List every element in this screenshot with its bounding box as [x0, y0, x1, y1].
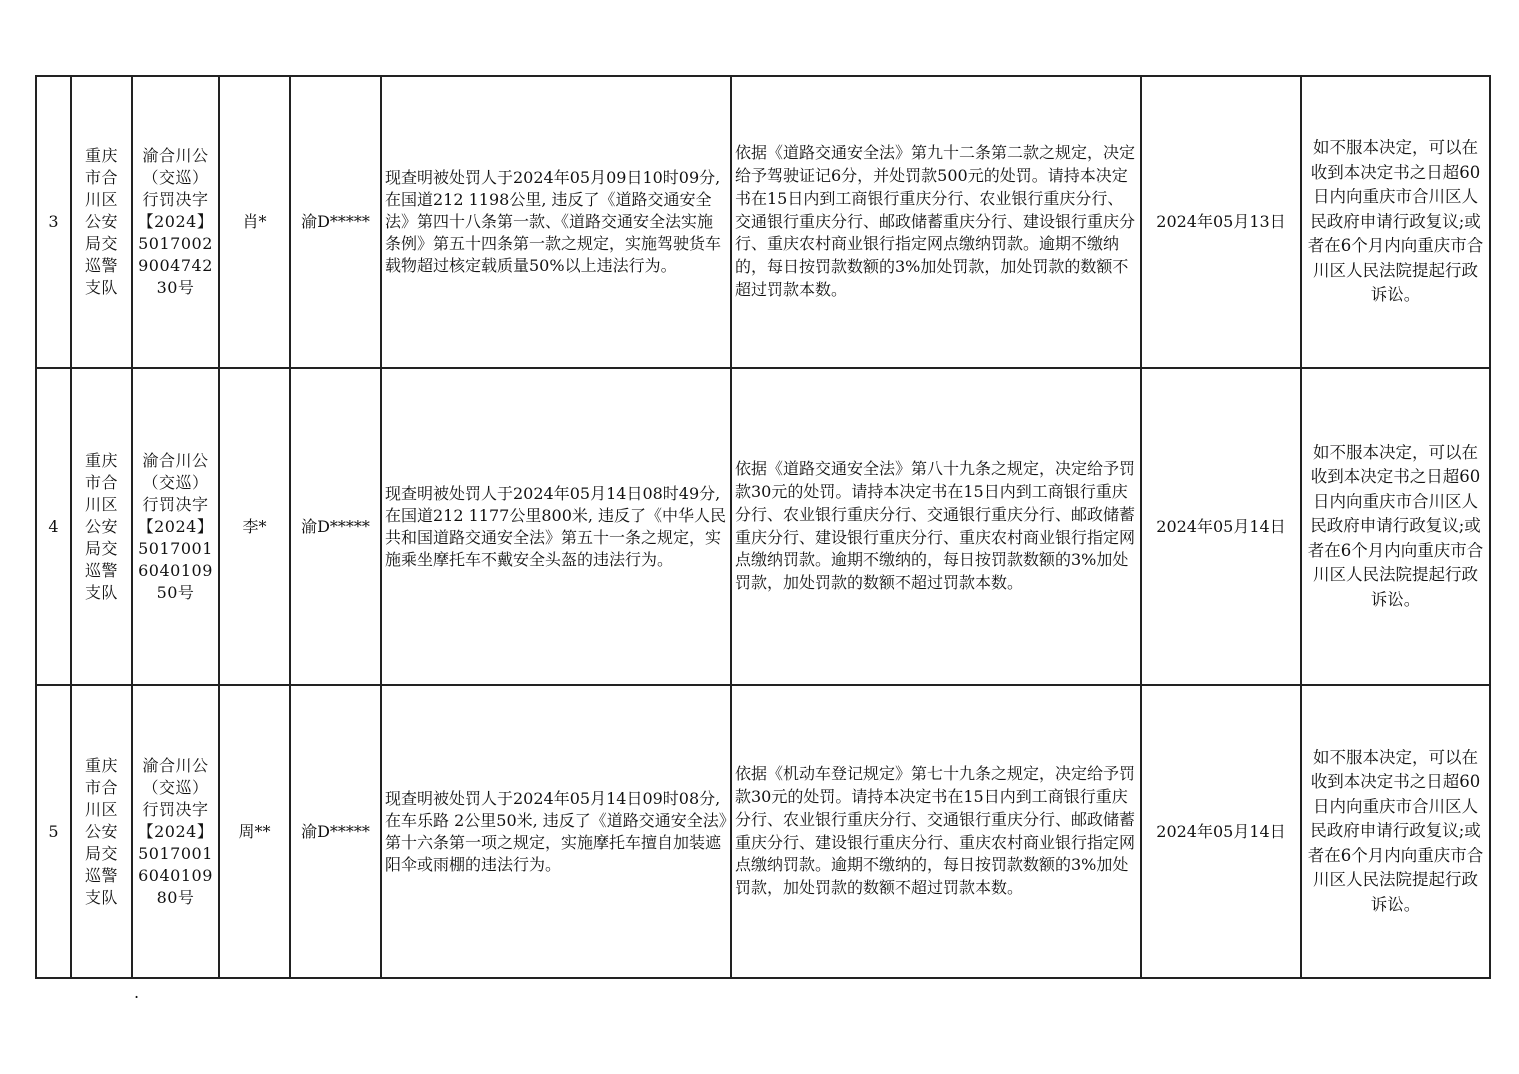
table-row — [36, 76, 1490, 368]
legal-remedy-cell — [1301, 685, 1490, 978]
legal-remedy: 如不服本决定，可以在收到本决定书之日超60日内向重庆市合川区人民政府申请行政复议;或者在6个月内向重庆市合川区人民法院提起行政诉讼。 — [1307, 442, 1484, 609]
license-plate: 渝D***** — [290, 76, 381, 368]
violation-facts: 现查明被处罚人于2024年05月14日08时49分, 在国道212 1177公里800米, 违反了《中华人民共和国道路交通安全法》第五十一条之规定，实施乘坐摩托车不戴安全头盔的违法行为。 — [385, 483, 727, 569]
decision-number: 渝合川公（交巡）行罚决字【2024】5017001604010950号 — [137, 450, 214, 602]
penalty-basis: 依据《道路交通安全法》第八十九条之规定，决定给予罚款30元的处罚。请持本决定书在15日内到工商银行重庆分行、农业银行重庆分行、交通银行重庆分行、邮政储蓄重庆分行、建设银行重庆分行、重庆农村商业银行指定网点缴纳罚款。逾期不缴纳的，每日按罚款数额的3%加处罚款，加处罚款的数额不超过罚款本数。 — [735, 459, 1136, 593]
penalty-basis-cell — [731, 685, 1141, 978]
issuing-authority: 重庆市合川区公安局交巡警支队 — [84, 146, 118, 297]
row-index: 3 — [36, 76, 71, 368]
decision-date: 2024年05月13日 — [1141, 76, 1301, 368]
decision-number: 渝合川公（交巡）行罚决字【2024】5017002900474230号 — [137, 146, 214, 297]
legal-remedy-cell — [1301, 76, 1490, 368]
penalty-basis: 依据《机动车登记规定》第七十九条之规定，决定给予罚款30元的处罚。请持本决定书在15日内到工商银行重庆分行、农业银行重庆分行、交通银行重庆分行、邮政储蓄重庆分行、建设银行重庆分行、重庆农村商业银行指定网点缴纳罚款。逾期不缴纳的，每日按罚款数额的3%加处罚款，加处罚款的数额不超过罚款本数。 — [735, 764, 1136, 898]
decision-number-cell — [132, 368, 219, 685]
issuing-authority-cell — [71, 685, 132, 978]
table-row — [36, 685, 1490, 978]
legal-remedy: 如不服本决定，可以在收到本决定书之日超60日内向重庆市合川区人民政府申请行政复议;或者在6个月内向重庆市合川区人民法院提起行政诉讼。 — [1307, 747, 1484, 914]
violation-facts-cell — [381, 76, 731, 368]
violation-facts-cell — [381, 685, 731, 978]
row-index: 4 — [36, 368, 71, 685]
table-row — [36, 368, 1490, 685]
license-plate: 渝D***** — [290, 368, 381, 685]
license-plate: 渝D***** — [290, 685, 381, 978]
penalty-basis: 依据《道路交通安全法》第九十二条第二款之规定，决定给予驾驶证记6分，并处罚款500元的处罚。请持本决定书在15日内到工商银行重庆分行、农业银行重庆分行、交通银行重庆分行、邮政储蓄重庆分行、建设银行重庆分行、重庆农村商业银行指定网点缴纳罚款。逾期不缴纳的，每日按罚款数额的3%加处罚款，加处罚款的数额不超过罚款本数。 — [735, 143, 1136, 299]
issuing-authority: 重庆市合川区公安局交巡警支队 — [84, 450, 118, 602]
violation-facts: 现查明被处罚人于2024年05月09日10时09分, 在国道212 1198公里, 违反了《道路交通安全法》第四十八条第一款、《道路交通安全法实施条例》第五十四条第一款之规定，实施驾驶货车载物超过核定载质量50%以上违法行为。 — [385, 168, 722, 275]
decision-date: 2024年05月14日 — [1141, 685, 1301, 978]
legal-remedy-cell — [1301, 368, 1490, 685]
decision-number: 渝合川公（交巡）行罚决字【2024】5017001604010980号 — [137, 755, 214, 907]
row-index: 5 — [36, 685, 71, 978]
decision-number-cell — [132, 76, 219, 368]
penalty-decision-table — [35, 75, 1491, 979]
footer-mark: . — [134, 983, 140, 1002]
legal-remedy: 如不服本决定，可以在收到本决定书之日超60日内向重庆市合川区人民政府申请行政复议;或者在6个月内向重庆市合川区人民法院提起行政诉讼。 — [1307, 138, 1484, 305]
decision-number-cell — [132, 685, 219, 978]
offender-name: 李* — [219, 368, 290, 685]
decision-date: 2024年05月14日 — [1141, 368, 1301, 685]
issuing-authority-cell — [71, 368, 132, 685]
violation-facts-cell — [381, 368, 731, 685]
offender-name: 周** — [219, 685, 290, 978]
penalty-basis-cell — [731, 368, 1141, 685]
issuing-authority-cell — [71, 76, 132, 368]
offender-name: 肖* — [219, 76, 290, 368]
penalty-basis-cell — [731, 76, 1141, 368]
issuing-authority: 重庆市合川区公安局交巡警支队 — [84, 755, 118, 907]
violation-facts: 现查明被处罚人于2024年05月14日09时08分, 在车乐路 2公里50米, 违反了《道路交通安全法》第十六条第一项之规定，实施摩托车擅自加装遮阳伞或雨棚的违法行为。 — [385, 788, 727, 874]
